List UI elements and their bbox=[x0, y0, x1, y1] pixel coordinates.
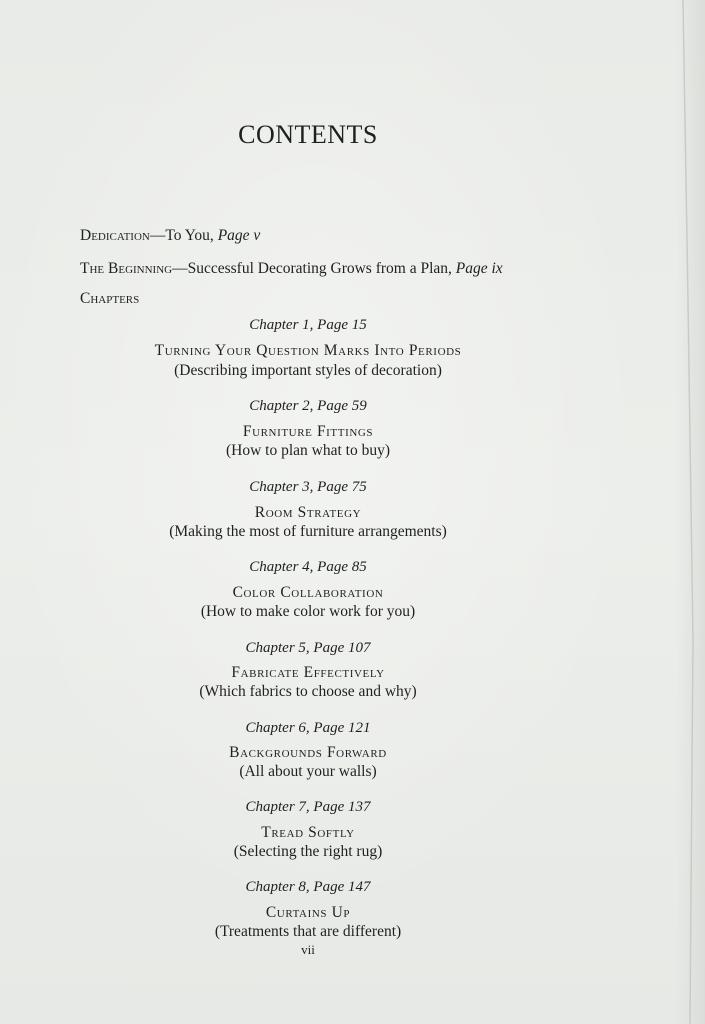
chapter-2-description: (How to plan what to buy) bbox=[225, 442, 390, 459]
chapter-3-description: (Making the most of furniture arrangements) bbox=[169, 523, 447, 540]
chapter-6-title[interactable]: Backgrounds Forward bbox=[229, 744, 387, 761]
chapter-5-description: (Which fabrics to choose and why) bbox=[199, 683, 417, 700]
chapter-1-page-ref: Chapter 1, Page 15 bbox=[249, 317, 367, 333]
front-matter-label: Dedication bbox=[80, 227, 150, 244]
chapter-1-description: (Describing important styles of decoration) bbox=[174, 362, 442, 379]
chapter-5-title[interactable]: Fabricate Effectively bbox=[231, 664, 385, 681]
chapter-3-title[interactable]: Room Strategy bbox=[254, 504, 362, 521]
page-title: CONTENTS bbox=[238, 120, 378, 149]
chapter-4-page-ref: Chapter 4, Page 85 bbox=[249, 559, 367, 575]
chapter-2-title[interactable]: Furniture Fittings bbox=[242, 423, 374, 440]
chapter-4-title[interactable]: Color Collaboration bbox=[232, 584, 384, 601]
chapter-8-page-ref: Chapter 8, Page 147 bbox=[245, 879, 371, 895]
chapter-6-description: (All about your walls) bbox=[239, 763, 377, 780]
chapters-heading: Chapters bbox=[80, 290, 140, 307]
front-matter-page: Page v bbox=[217, 227, 261, 244]
chapter-2-page-ref: Chapter 2, Page 59 bbox=[249, 398, 367, 414]
chapter-1-title[interactable]: Turning Your Question Marks Into Periods bbox=[154, 342, 462, 359]
chapter-7-page-ref: Chapter 7, Page 137 bbox=[245, 799, 371, 815]
front-matter-page: Page ix bbox=[455, 260, 503, 277]
front-matter-label: The Beginning bbox=[80, 260, 173, 277]
chapter-8-description: (Treatments that are different) bbox=[214, 923, 402, 940]
chapter-7-description: (Selecting the right rug) bbox=[233, 843, 383, 860]
chapter-7-title[interactable]: Tread Softly bbox=[261, 824, 355, 841]
front-matter-dedication[interactable] bbox=[80, 227, 260, 245]
chapter-5-page-ref: Chapter 5, Page 107 bbox=[245, 640, 371, 656]
chapter-6-page-ref: Chapter 6, Page 121 bbox=[245, 720, 371, 736]
front-matter-text: —To You, bbox=[149, 227, 218, 244]
chapter-4-description: (How to make color work for you) bbox=[200, 603, 416, 620]
chapter-8-title[interactable]: Curtains Up bbox=[265, 904, 351, 921]
page-number: vii bbox=[301, 942, 315, 957]
chapter-3-page-ref: Chapter 3, Page 75 bbox=[249, 479, 367, 495]
front-matter-text: —Successful Decorating Grows from a Plan, bbox=[172, 260, 456, 277]
front-matter-beginning[interactable] bbox=[80, 260, 503, 278]
